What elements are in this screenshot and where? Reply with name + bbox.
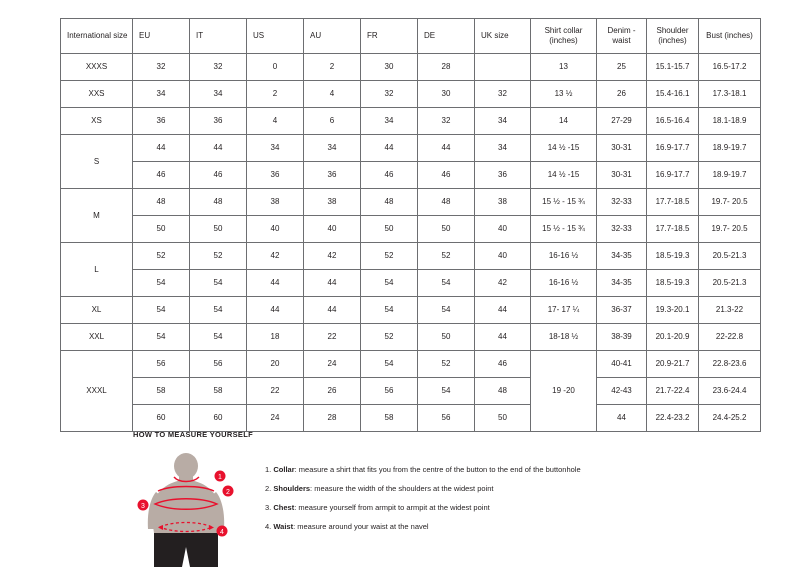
- table-cell: 32: [190, 54, 247, 81]
- table-cell: 19.7- 20.5: [699, 189, 761, 216]
- table-cell: 34: [475, 135, 531, 162]
- measure-step-3: [265, 503, 581, 513]
- measure-step-2-label: Shoulders: [273, 484, 311, 494]
- table-cell: 17.7-18.5: [647, 189, 699, 216]
- measure-step-2: [265, 484, 581, 494]
- how-to-measure-title: HOW TO MEASURE YOURSELF: [133, 430, 253, 439]
- table-cell: 36-37: [597, 297, 647, 324]
- table-cell: 21.3-22: [699, 297, 761, 324]
- cell-international-size: XXL: [61, 324, 133, 351]
- cell-international-size: M: [61, 189, 133, 243]
- table-cell: 54: [418, 297, 475, 324]
- table-row: [61, 54, 761, 81]
- table-cell: 40: [475, 243, 531, 270]
- table-cell: 30-31: [597, 135, 647, 162]
- table-cell: 36: [475, 162, 531, 189]
- cell-international-size: S: [61, 135, 133, 189]
- table-cell: 54: [361, 297, 418, 324]
- cell-shirt-collar: 19 -20: [531, 351, 597, 432]
- table-cell: 30-31: [597, 162, 647, 189]
- table-cell: 44: [133, 135, 190, 162]
- table-cell: 56: [418, 405, 475, 432]
- column-header-au: AU: [304, 19, 361, 54]
- column-header-international-size: International size: [61, 19, 133, 54]
- table-cell: 40: [247, 216, 304, 243]
- marker-2-label: 2: [226, 489, 230, 496]
- table-cell: 13: [531, 54, 597, 81]
- table-cell: 0: [247, 54, 304, 81]
- table-cell: 22: [304, 324, 361, 351]
- cell-international-size: XL: [61, 297, 133, 324]
- table-cell: 18: [247, 324, 304, 351]
- table-cell: 13 ½: [531, 81, 597, 108]
- table-cell: 58: [361, 405, 418, 432]
- measure-step-3-number: 3.: [265, 503, 272, 513]
- table-cell: 30: [361, 54, 418, 81]
- table-cell: 50: [475, 405, 531, 432]
- table-cell: 56: [190, 351, 247, 378]
- column-header-shoulder: Shoulder (inches): [647, 19, 699, 54]
- table-cell: 18.9-19.7: [699, 162, 761, 189]
- table-cell: 24: [304, 351, 361, 378]
- table-cell: 56: [361, 378, 418, 405]
- table-cell: 54: [190, 270, 247, 297]
- marker-4-label: 4: [220, 529, 224, 536]
- table-cell: 18-18 ½: [531, 324, 597, 351]
- table-cell: 20: [247, 351, 304, 378]
- table-cell: 36: [304, 162, 361, 189]
- column-header-de: DE: [418, 19, 475, 54]
- table-cell: 46: [475, 351, 531, 378]
- table-cell: 34: [304, 135, 361, 162]
- table-cell: 24.4-25.2: [699, 405, 761, 432]
- table-cell: 38: [475, 189, 531, 216]
- table-cell: 46: [418, 162, 475, 189]
- table-row: [61, 243, 761, 270]
- table-cell: 46: [361, 162, 418, 189]
- measure-step-4-text: : measure around your waist at the navel: [293, 522, 429, 532]
- table-cell: 36: [247, 162, 304, 189]
- table-cell: 50: [361, 216, 418, 243]
- body-diagram-icon: [133, 447, 243, 569]
- table-cell: 15 ½ - 15 ¾: [531, 216, 597, 243]
- table-cell: 32: [475, 81, 531, 108]
- table-cell: 34: [247, 135, 304, 162]
- table-cell: 22-22.8: [699, 324, 761, 351]
- table-cell: 17.7-18.5: [647, 216, 699, 243]
- cell-international-size: XXXL: [61, 351, 133, 432]
- table-cell: 38: [304, 189, 361, 216]
- table-body: [61, 54, 761, 432]
- column-header-it: IT: [190, 19, 247, 54]
- table-cell: 44: [247, 270, 304, 297]
- measurement-steps: [265, 447, 581, 542]
- table-cell: 52: [361, 243, 418, 270]
- table-row: [61, 135, 761, 162]
- marker-3-label: 3: [141, 503, 145, 510]
- table-cell: 32: [361, 81, 418, 108]
- table-cell: 2: [304, 54, 361, 81]
- table-cell: 32: [133, 54, 190, 81]
- table-cell: 25: [597, 54, 647, 81]
- table-cell: 20.5-21.3: [699, 270, 761, 297]
- table-cell: 44: [475, 297, 531, 324]
- table-cell: 6: [304, 108, 361, 135]
- table-cell: 50: [190, 216, 247, 243]
- table-cell: [475, 54, 531, 81]
- table-row: [61, 189, 761, 216]
- table-cell: 18.1-18.9: [699, 108, 761, 135]
- table-cell: 21.7-22.4: [647, 378, 699, 405]
- measure-step-4-number: 4.: [265, 522, 272, 532]
- table-cell: 34: [361, 108, 418, 135]
- table-cell: 15.1-15.7: [647, 54, 699, 81]
- table-cell: 48: [418, 189, 475, 216]
- table-cell: 52: [133, 243, 190, 270]
- table-cell: 19.7- 20.5: [699, 216, 761, 243]
- table-cell: 24: [247, 405, 304, 432]
- table-cell: 14 ½ -15: [531, 135, 597, 162]
- table-row: [61, 324, 761, 351]
- table-cell: 34: [190, 81, 247, 108]
- table-row: [61, 270, 761, 297]
- table-cell: 50: [418, 324, 475, 351]
- table-row: [61, 405, 761, 432]
- table-cell: 26: [304, 378, 361, 405]
- table-cell: 60: [133, 405, 190, 432]
- table-cell: 38-39: [597, 324, 647, 351]
- table-cell: 23.6-24.4: [699, 378, 761, 405]
- table-cell: 16.5-17.2: [699, 54, 761, 81]
- how-to-measure-section: [133, 430, 773, 567]
- table-cell: 4: [304, 81, 361, 108]
- table-cell: 60: [190, 405, 247, 432]
- table-cell: 32-33: [597, 216, 647, 243]
- table-cell: 18.5-19.3: [647, 243, 699, 270]
- table-cell: 40-41: [597, 351, 647, 378]
- table-cell: 46: [190, 162, 247, 189]
- column-header-eu: EU: [133, 19, 190, 54]
- table-cell: 44: [190, 135, 247, 162]
- table-cell: 32: [418, 108, 475, 135]
- table-cell: 17.3-18.1: [699, 81, 761, 108]
- table-cell: 42: [304, 243, 361, 270]
- table-row: [61, 378, 761, 405]
- table-cell: 54: [418, 378, 475, 405]
- table-cell: 58: [190, 378, 247, 405]
- table-cell: 30: [418, 81, 475, 108]
- table-cell: 48: [190, 189, 247, 216]
- column-header-fr: FR: [361, 19, 418, 54]
- table-cell: 54: [190, 297, 247, 324]
- table-cell: 15.4-16.1: [647, 81, 699, 108]
- measure-step-1-label: Collar: [273, 465, 295, 474]
- table-row: [61, 297, 761, 324]
- table-cell: 17- 17 ¼: [531, 297, 597, 324]
- table-cell: 34-35: [597, 243, 647, 270]
- table-cell: 14 ½ -15: [531, 162, 597, 189]
- table-cell: 56: [133, 351, 190, 378]
- table-cell: 27-29: [597, 108, 647, 135]
- table-cell: 54: [133, 270, 190, 297]
- table-cell: 16.9-17.7: [647, 135, 699, 162]
- table-cell: 48: [361, 189, 418, 216]
- table-cell: 28: [418, 54, 475, 81]
- table-cell: 50: [133, 216, 190, 243]
- table-cell: 2: [247, 81, 304, 108]
- table-cell: 32-33: [597, 189, 647, 216]
- table-cell: 54: [361, 270, 418, 297]
- column-header-bust: Bust (inches): [699, 19, 761, 54]
- table-cell: 54: [361, 351, 418, 378]
- table-cell: 26: [597, 81, 647, 108]
- measure-step-3-label: Chest: [273, 503, 295, 513]
- measure-step-3-text: : measure yourself from armpit to armpit at the widest point: [294, 503, 490, 513]
- table-cell: 42-43: [597, 378, 647, 405]
- table-cell: 42: [475, 270, 531, 297]
- table-row: [61, 108, 761, 135]
- table-cell: 52: [418, 351, 475, 378]
- table-cell: 48: [133, 189, 190, 216]
- table-cell: 16-16 ½: [531, 270, 597, 297]
- cell-international-size: XS: [61, 108, 133, 135]
- table-cell: 52: [190, 243, 247, 270]
- table-cell: 4: [247, 108, 304, 135]
- table-cell: 34: [133, 81, 190, 108]
- measure-step-2-text: : measure the width of the shoulders at the widest point: [310, 484, 494, 494]
- table-cell: 44: [475, 324, 531, 351]
- table-cell: 50: [418, 216, 475, 243]
- measurement-figure: [133, 447, 243, 567]
- table-cell: 54: [418, 270, 475, 297]
- table-cell: 36: [190, 108, 247, 135]
- table-cell: 18.9-19.7: [699, 135, 761, 162]
- table-cell: 34-35: [597, 270, 647, 297]
- table-row: [61, 351, 761, 378]
- table-cell: 20.1-20.9: [647, 324, 699, 351]
- marker-1-label: 1: [218, 474, 222, 481]
- cell-international-size: XXXS: [61, 54, 133, 81]
- measure-step-1: [265, 465, 581, 475]
- table-cell: 44: [361, 135, 418, 162]
- table-cell: 40: [475, 216, 531, 243]
- table-cell: 54: [133, 297, 190, 324]
- table-cell: 44: [247, 297, 304, 324]
- table-cell: 15 ½ - 15 ¾: [531, 189, 597, 216]
- size-chart-table: [60, 18, 761, 432]
- table-cell: 20.9-21.7: [647, 351, 699, 378]
- table-cell: 44: [304, 270, 361, 297]
- column-header-denim-waist: Denim - waist: [597, 19, 647, 54]
- measure-step-2-number: 2.: [265, 484, 272, 494]
- cell-international-size: L: [61, 243, 133, 297]
- table-cell: 54: [133, 324, 190, 351]
- table-cell: 48: [475, 378, 531, 405]
- table-cell: 16.5-16.4: [647, 108, 699, 135]
- table-cell: 14: [531, 108, 597, 135]
- measure-step-1-text: : measure a shirt that fits you from the centre of the button to the end of the buttonhole: [294, 465, 581, 474]
- table-cell: 52: [418, 243, 475, 270]
- table-cell: 46: [133, 162, 190, 189]
- measure-step-1-number: 1.: [265, 465, 272, 474]
- table-cell: 36: [133, 108, 190, 135]
- table-cell: 16.9-17.7: [647, 162, 699, 189]
- table-cell: 54: [190, 324, 247, 351]
- table-cell: 22.4-23.2: [647, 405, 699, 432]
- table-cell: 44: [597, 405, 647, 432]
- table-cell: 38: [247, 189, 304, 216]
- table-row: [61, 216, 761, 243]
- table-cell: 28: [304, 405, 361, 432]
- table-cell: 19.3-20.1: [647, 297, 699, 324]
- table-cell: 44: [304, 297, 361, 324]
- table-row: [61, 81, 761, 108]
- table-cell: 22.8-23.6: [699, 351, 761, 378]
- table-cell: 16-16 ½: [531, 243, 597, 270]
- table-cell: 22: [247, 378, 304, 405]
- measure-step-4: [265, 522, 581, 532]
- table-cell: 20.5-21.3: [699, 243, 761, 270]
- table-cell: 18.5-19.3: [647, 270, 699, 297]
- table-cell: 58: [133, 378, 190, 405]
- cell-international-size: XXS: [61, 81, 133, 108]
- table-header-row: [61, 19, 761, 54]
- table-cell: 34: [475, 108, 531, 135]
- table-cell: 42: [247, 243, 304, 270]
- measure-step-4-label: Waist: [273, 522, 294, 532]
- table-cell: 52: [361, 324, 418, 351]
- column-header-shirt-collar: Shirt collar (inches): [531, 19, 597, 54]
- column-header-uk-size: UK size: [475, 19, 531, 54]
- table-cell: 44: [418, 135, 475, 162]
- table-cell: 40: [304, 216, 361, 243]
- column-header-us: US: [247, 19, 304, 54]
- table-row: [61, 162, 761, 189]
